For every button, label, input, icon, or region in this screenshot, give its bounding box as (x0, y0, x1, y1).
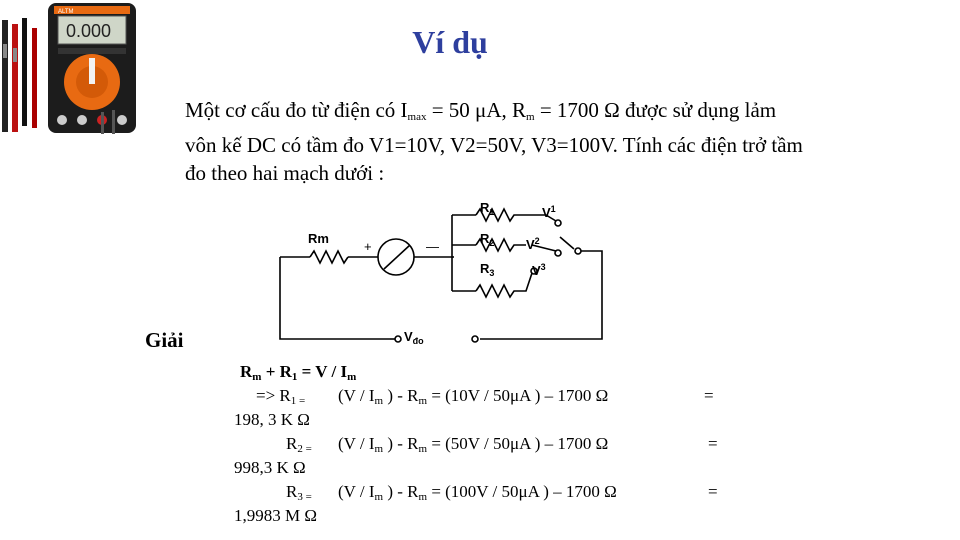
label-r3: $R_3$ (480, 261, 495, 278)
r3-equals: = (708, 482, 718, 501)
label-v1: $V^1$ (542, 204, 556, 220)
r2-expression: ($V / I_m$ ) - $R_m = (50V / 50\mu A$ ) – 1700 Ω (338, 434, 609, 455)
r1-result: 198, 3 K Ω (234, 410, 310, 429)
r2-equals: = (708, 434, 718, 453)
r3-resistor (476, 273, 532, 297)
label-rm: Rm (308, 231, 329, 246)
r1-expression: ($V / I_m$ ) - $R_m = (10V / 50\mu A$ ) – 1700 Ω (338, 386, 609, 407)
label-minus: — (426, 239, 439, 254)
label-v3: $V^3$ (532, 262, 546, 278)
r3-calc: $R_{3 =}$ (286, 482, 312, 503)
problem-line-2: vôn kế DC có tầm đo V1=10V, V2=50V, V3=100V. Tính các điện trở tầm (185, 133, 803, 157)
r1-equals: = (704, 386, 714, 405)
label-v2: $V^2$ (526, 236, 540, 252)
r2-result: 998,3 K Ω (234, 458, 306, 477)
label-vdo: $V_{đo}$ (404, 329, 424, 346)
label-r1: $R_1$ (480, 200, 495, 217)
r3-expression: ($V / I_m$ ) - $R_m = (100V / 50\mu A$ ) – 1700 Ω (338, 482, 617, 503)
r1-calc: => $R_{1 =}$ (256, 386, 306, 407)
r2-calc: $R_{2 =}$ (286, 434, 312, 455)
r3-result: 1,9983 M Ω (234, 506, 317, 525)
problem-line-1: Một cơ cấu đo từ điện có $I_{max} = 50$ μA, $R_m = 1700$ Ω được sử dụng lảm (185, 98, 777, 123)
label-r2: $R_2$ (480, 231, 495, 248)
multimeter-image (0, 0, 140, 140)
slide-title: Ví dụ (412, 24, 488, 60)
problem-line-3: đo theo hai mạch dưới : (185, 161, 385, 185)
solution-heading: Giải (145, 328, 184, 352)
rm-resistor (310, 251, 348, 263)
equation-main: $R_m + R_1 = V / I_m$ (240, 362, 357, 383)
multimeter-display: 0.000 (66, 21, 112, 41)
circuit-diagram (270, 195, 615, 355)
problem-statement (185, 96, 925, 187)
label-plus: + (364, 239, 372, 254)
multimeter-brand: ALTM (58, 9, 74, 15)
